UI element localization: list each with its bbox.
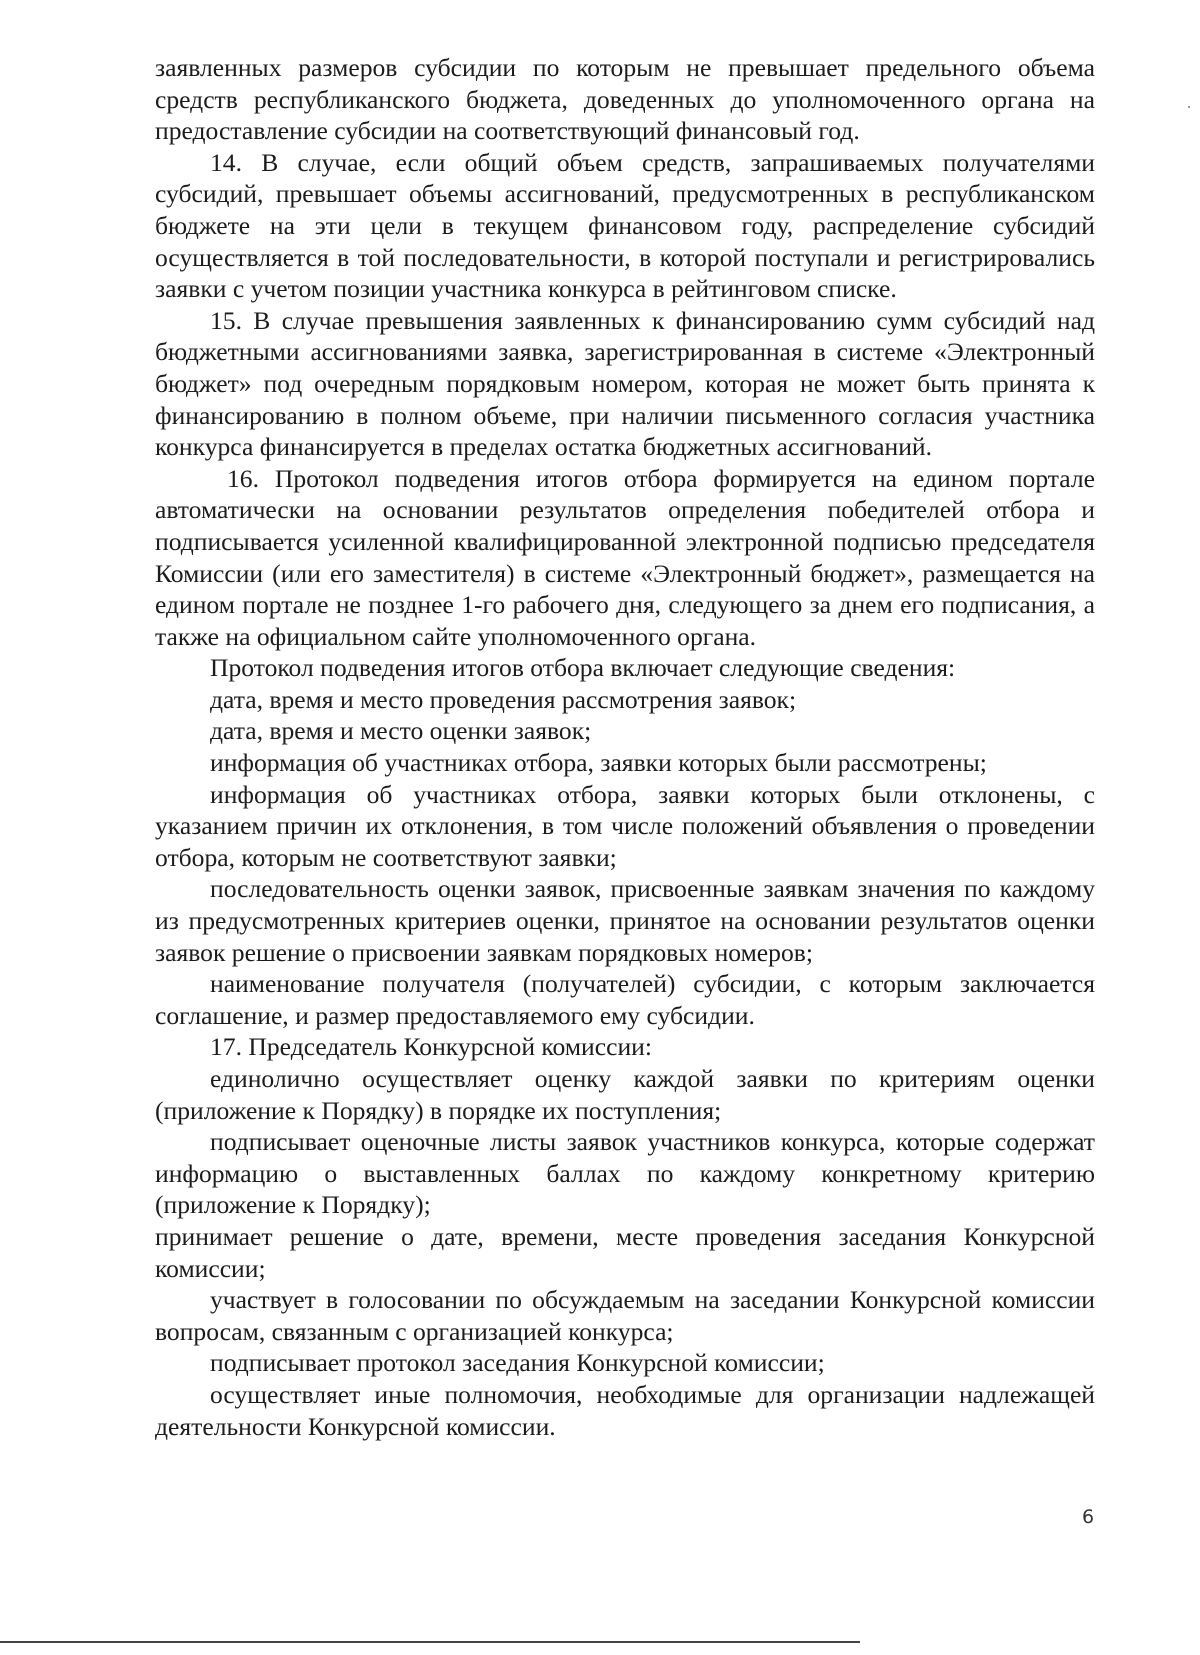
list-item: единолично осуществляет оценку каждой заявки по критериям оценки (приложение к Порядку) в порядке их поступления; [155, 1064, 1095, 1125]
list-item: участвует в голосовании по обсуждаемым на заседании Конкурсной комиссии вопросам, связанным с организацией конкурса; [155, 1285, 1095, 1346]
list-item: информация об участниках отбора, заявки которых были рассмотрены; [210, 748, 987, 778]
paragraph-continuation: заявленных размеров субсидии по которым не превышает предельного объема средств республиканского бюджета, доведенных до уполномоченного органа на предоставление субсидии на соответствующий финансовый год. [155, 53, 1095, 146]
list-item: подписывает протокол заседания Конкурсной комиссии; [210, 1348, 825, 1378]
list-item: принимает решение о дате, времени, месте проведения заседания Конкурсной комиссии; [155, 1221, 1095, 1283]
page-number: 6 [1082, 1506, 1095, 1528]
paragraph-15: 15. В случае превышения заявленных к финансированию сумм субсидий над бюджетными ассигнованиями заявка, зарегистрированная в системе «Электронный бюджет» под очередным порядковым номером, которая не может быть принята к финансированию в полном объеме, при наличии письменного согласия участника конкурса финансируется в пределах остатка бюджетных ассигнований. [155, 305, 1095, 462]
paragraph-16-intro: Протокол подведения итогов отбора включает следующие сведения: [210, 653, 956, 683]
scan-edge-line [0, 1641, 860, 1643]
list-item: последовательность оценки заявок, присвоенные заявкам значения по каждому из предусмотренных критериев оценки, принятое на основании результатов оценки заявок решение о присвоении заявкам порядковых номеров; [155, 874, 1095, 967]
paragraph-16: 16. Протокол подведения итогов отбора формируется на едином портале автоматически на основании результатов определения победителей отбора и подписывается усиленной квалифицированной электронной подписью председателя Комиссии (или его заместителя) в системе «Электронный бюджет», размещается на едином портале не позднее 1-го рабочего дня, следующего за днем его подписания, а также на официальном сайте уполномоченного органа. [155, 463, 1095, 651]
list-item: осуществляет иные полномочия, необходимые для организации надлежащей деятельности Конкурсной комиссии. [155, 1379, 1095, 1441]
scan-speck [1188, 106, 1190, 108]
list-item: наименование получателя (получателей) субсидии, с которым заключается соглашение, и размер предоставляемого ему субсидии. [155, 969, 1095, 1030]
paragraph-14: 14. В случае, если общий объем средств, запрашиваемых получателями субсидий, превышает объемы ассигнований, предусмотренных в республиканском бюджете на эти цели в текущем финансовом году, распределение субсидий осуществляется в той последовательности, в которой поступали и регистрировались заявки с учетом позиции участника конкурса в рейтинговом списке. [155, 147, 1095, 304]
list-item: дата, время и место проведения рассмотрения заявок; [210, 684, 797, 714]
list-item: дата, время и место оценки заявок; [210, 716, 592, 746]
document-page [155, 52, 1095, 1442]
paragraph-17: 17. Председатель Конкурсной комиссии: [210, 1032, 652, 1062]
list-item: информация об участниках отбора, заявки которых были отклонены, с указанием причин их отклонения, в том числе положений объявления о проведении отбора, которым не соответствуют заявки; [155, 779, 1095, 872]
list-item: подписывает оценочные листы заявок участников конкурса, которые содержат информацию о выставленных баллах по каждому конкретному критерию (приложение к Порядку); [155, 1127, 1095, 1220]
